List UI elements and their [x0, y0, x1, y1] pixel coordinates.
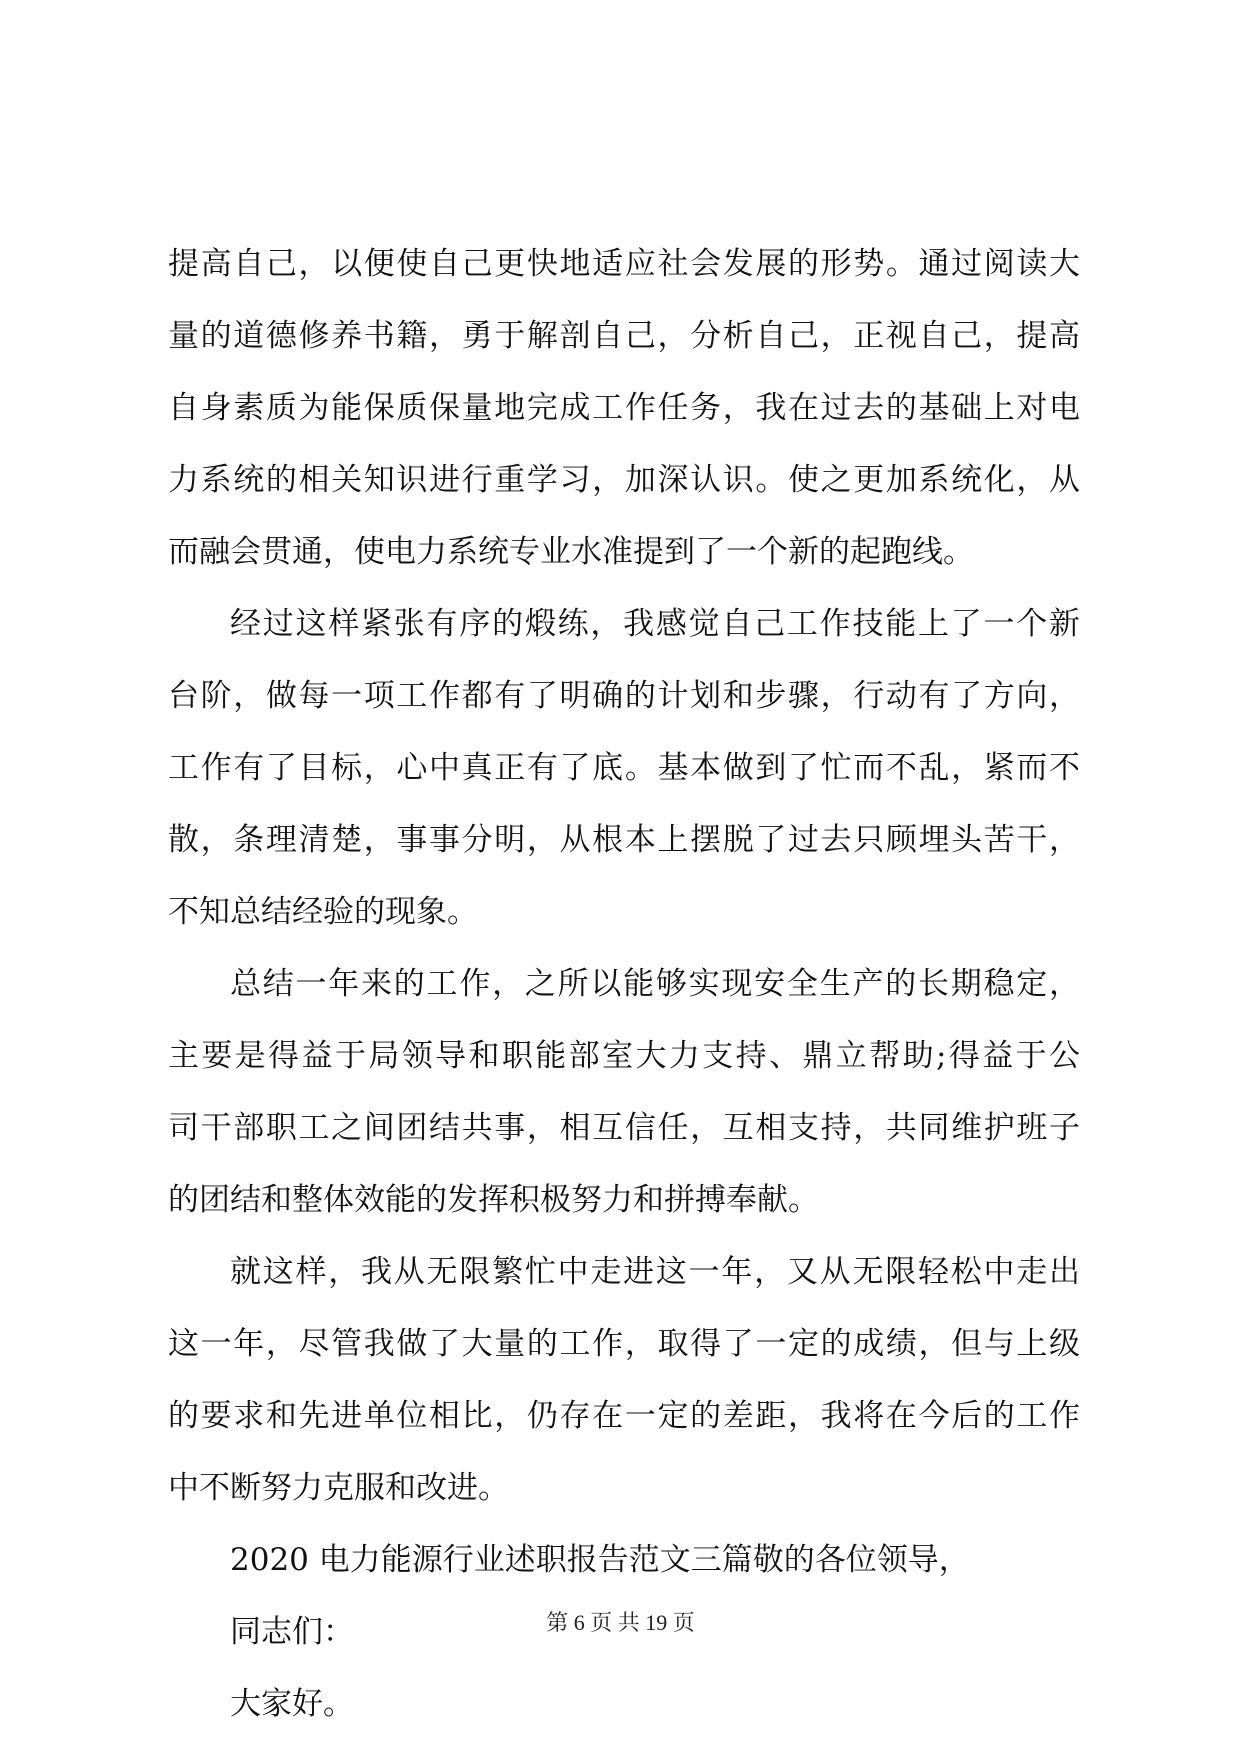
text-line: 的团结和整体效能的发挥积极努力和拼搏奉献。 [168, 1182, 819, 1218]
text-line: 就这样，我从无限繁忙中走进这一年，又从无限轻松中走出 [230, 1254, 1080, 1290]
text-line: 自身素质为能保质保量地完成工作任务，我在过去的基础上对电 [168, 390, 1080, 426]
text-line: 而融会贯通，使电力系统专业水准提到了一个新的起跑线。 [168, 534, 974, 570]
paragraph-2 [168, 588, 1080, 948]
closing-line: 同志们： [230, 1614, 354, 1650]
paragraph-1 [168, 228, 1080, 588]
text-line: 的要求和先进单位相比，仍存在一定的差距，我将在今后的工作 [168, 1398, 1080, 1434]
page-footer [0, 1606, 1241, 1637]
paragraph-4 [168, 1236, 1080, 1524]
text-line: 中不断努力克服和改进。 [168, 1470, 509, 1506]
text-line: 台阶，做每一项工作都有了明确的计划和步骤，行动有了方向， [168, 678, 1080, 714]
text-line: 提高自己，以便使自己更快地适应社会发展的形势。通过阅读大 [168, 246, 1080, 282]
closing-line: 大家好。 [230, 1686, 354, 1722]
text-line: 散，条理清楚，事事分明，从根本上摆脱了过去只顾埋头苦干， [168, 822, 1080, 858]
page-number-label: 第 6 页 共 19 页 [546, 1610, 695, 1635]
text-line: 量的道德修养书籍，勇于解剖自己，分析自己，正视自己，提高 [168, 318, 1080, 354]
paragraph-3 [168, 948, 1080, 1236]
text-line: 经过这样紧张有序的煅练，我感觉自己工作技能上了一个新 [230, 606, 1080, 642]
text-line: 司干部职工之间团结共事，相互信任，互相支持，共同维护班子 [168, 1110, 1080, 1146]
text-line: 总结一年来的工作，之所以能够实现安全生产的长期稳定， [230, 966, 1080, 1002]
text-line: 这一年，尽管我做了大量的工作，取得了一定的成绩，但与上级 [168, 1326, 1080, 1362]
closing-line: 2020 电力能源行业述职报告范文三篇敬的各位领导， [230, 1542, 970, 1578]
text-line: 力系统的相关知识进行重学习，加深认识。使之更加系统化，从 [168, 462, 1080, 498]
text-line: 不知总结经验的现象。 [168, 894, 478, 930]
text-line: 主要是得益于局领导和职能部室大力支持、鼎立帮助;得益于公 [168, 1038, 1080, 1074]
text-line: 工作有了目标，心中真正有了底。基本做到了忙而不乱，紧而不 [168, 750, 1080, 786]
document-body [168, 228, 1080, 1740]
